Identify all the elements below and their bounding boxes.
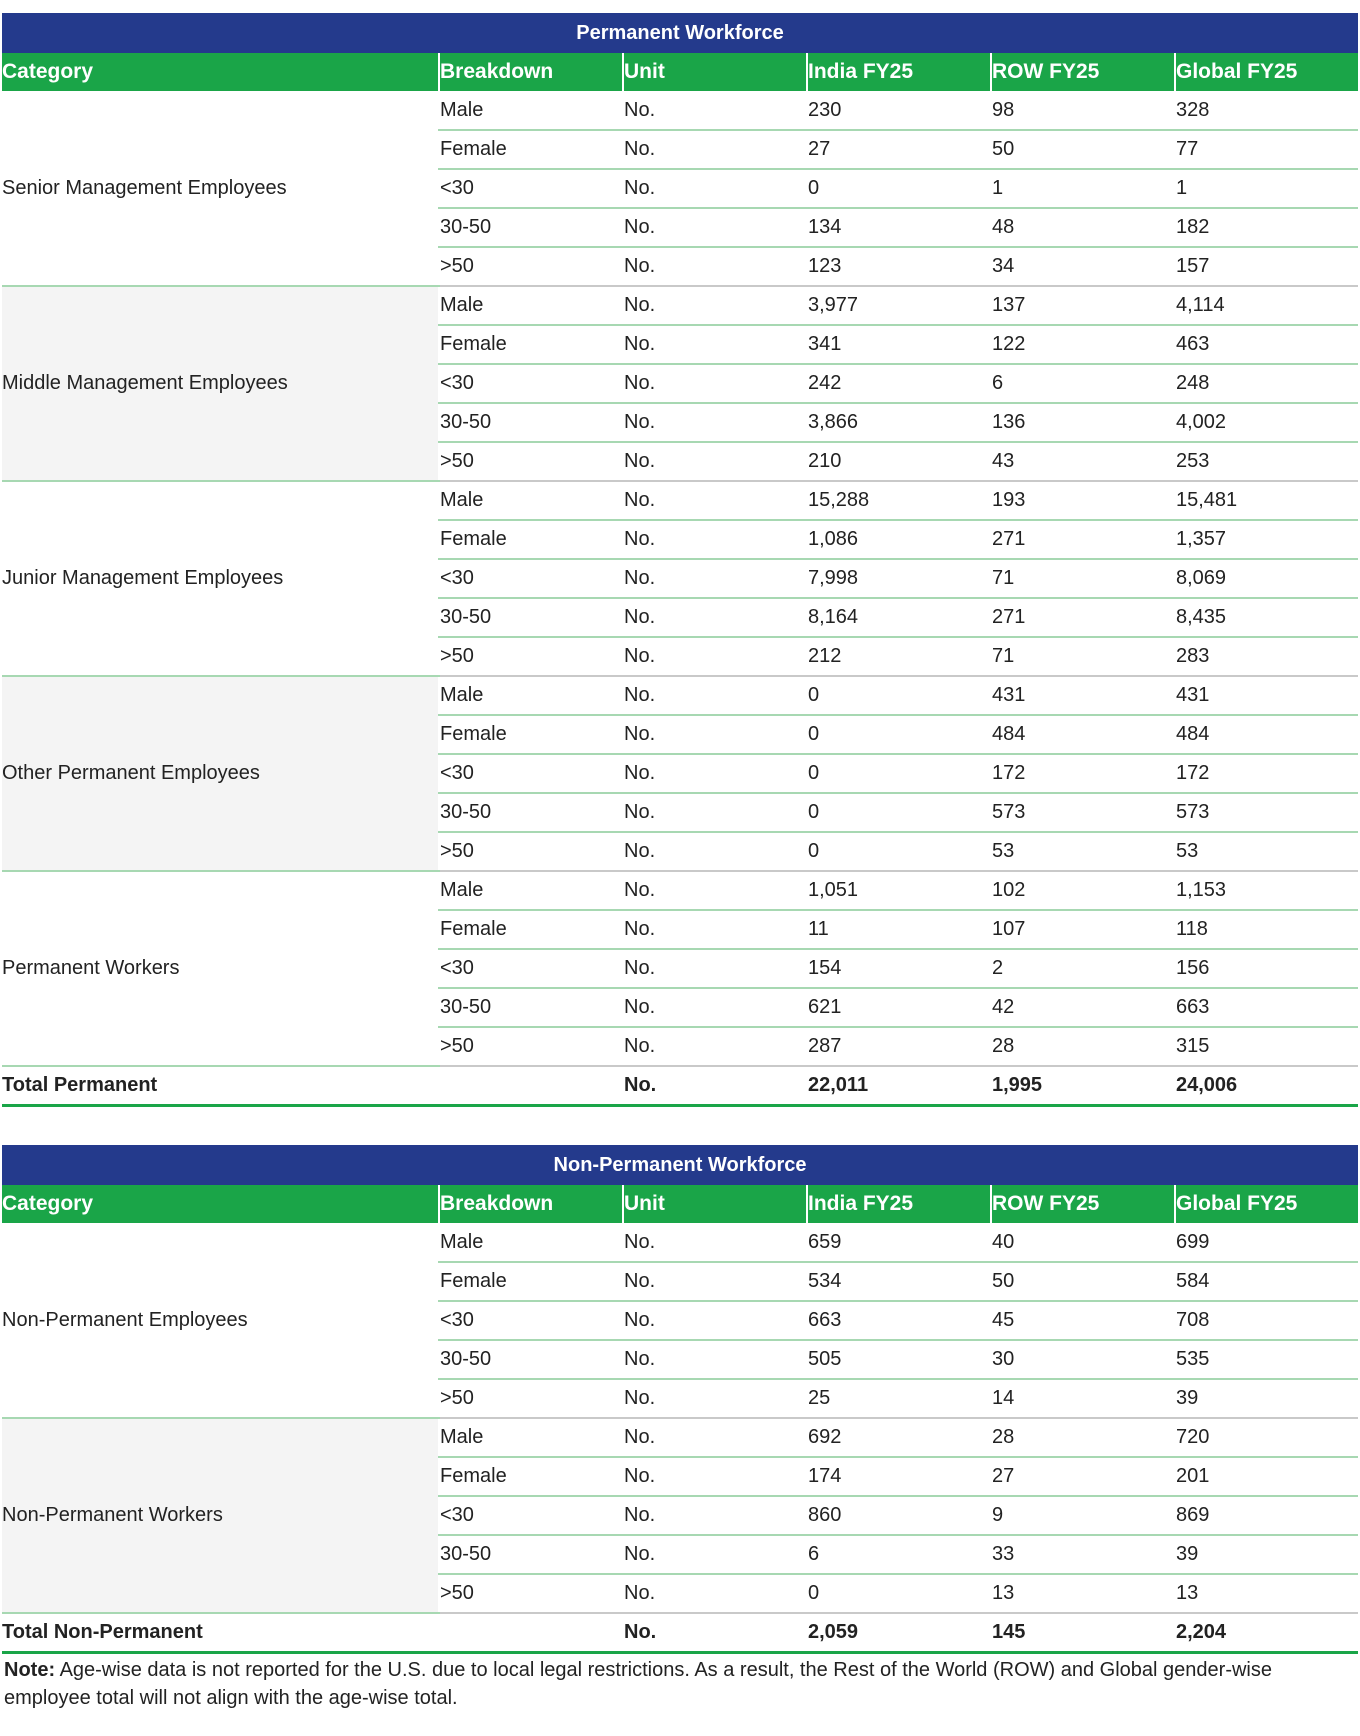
global-fy25-cell: 1 [1175, 169, 1358, 208]
row-fy25-cell: 573 [991, 793, 1175, 832]
unit-cell: No. [623, 247, 807, 286]
column-header: ROW FY25 [991, 53, 1175, 91]
row-fy25-cell: 98 [991, 91, 1175, 130]
total-cell [439, 1613, 623, 1652]
total-cell: 145 [991, 1613, 1175, 1652]
column-header: Breakdown [439, 1185, 623, 1223]
row-fy25-cell: 40 [991, 1223, 1175, 1262]
column-header: Global FY25 [1175, 53, 1358, 91]
unit-cell: No. [623, 364, 807, 403]
unit-cell: No. [623, 1457, 807, 1496]
column-header: Global FY25 [1175, 1185, 1358, 1223]
table-row [2, 481, 1358, 520]
category-cell: Junior Management Employees [2, 481, 439, 676]
row-fy25-cell: 2 [991, 949, 1175, 988]
india-fy25-cell: 692 [807, 1418, 991, 1457]
breakdown-cell: 30-50 [439, 1535, 623, 1574]
breakdown-cell: Male [439, 1418, 623, 1457]
row-fy25-cell: 14 [991, 1379, 1175, 1418]
india-fy25-cell: 0 [807, 1574, 991, 1613]
india-fy25-cell: 134 [807, 208, 991, 247]
global-fy25-cell: 283 [1175, 637, 1358, 676]
row-fy25-cell: 33 [991, 1535, 1175, 1574]
india-fy25-cell: 230 [807, 91, 991, 130]
india-fy25-cell: 505 [807, 1340, 991, 1379]
global-fy25-cell: 248 [1175, 364, 1358, 403]
column-header-row [2, 53, 1358, 91]
breakdown-cell: Female [439, 1457, 623, 1496]
global-fy25-cell: 77 [1175, 130, 1358, 169]
total-cell: No. [623, 1613, 807, 1652]
permanent-workforce-section [2, 13, 1358, 1107]
breakdown-cell: Female [439, 520, 623, 559]
row-fy25-cell: 137 [991, 286, 1175, 325]
unit-cell: No. [623, 1301, 807, 1340]
table-row [2, 91, 1358, 130]
breakdown-cell: Female [439, 715, 623, 754]
row-fy25-cell: 42 [991, 988, 1175, 1027]
india-fy25-cell: 0 [807, 169, 991, 208]
india-fy25-cell: 3,866 [807, 403, 991, 442]
unit-cell: No. [623, 637, 807, 676]
category-cell: Senior Management Employees [2, 91, 439, 286]
breakdown-cell: Female [439, 910, 623, 949]
india-fy25-cell: 6 [807, 1535, 991, 1574]
row-fy25-cell: 136 [991, 403, 1175, 442]
global-fy25-cell: 463 [1175, 325, 1358, 364]
unit-cell: No. [623, 832, 807, 871]
column-header: ROW FY25 [991, 1185, 1175, 1223]
global-fy25-cell: 53 [1175, 832, 1358, 871]
india-fy25-cell: 0 [807, 715, 991, 754]
unit-cell: No. [623, 598, 807, 637]
column-header: Category [2, 1185, 439, 1223]
note-label: Note: [4, 1659, 56, 1681]
global-fy25-cell: 663 [1175, 988, 1358, 1027]
india-fy25-cell: 15,288 [807, 481, 991, 520]
category-cell: Other Permanent Employees [2, 676, 439, 871]
table-title: Non-Permanent Workforce [2, 1145, 1358, 1185]
total-row [2, 1613, 1358, 1652]
global-fy25-cell: 156 [1175, 949, 1358, 988]
non-permanent-workforce-table [2, 1145, 1358, 1654]
breakdown-cell: Female [439, 325, 623, 364]
row-fy25-cell: 48 [991, 208, 1175, 247]
unit-cell: No. [623, 325, 807, 364]
breakdown-cell: Male [439, 1223, 623, 1262]
unit-cell: No. [623, 286, 807, 325]
breakdown-cell: <30 [439, 949, 623, 988]
permanent-workforce-table [2, 13, 1358, 1107]
table-row [2, 1418, 1358, 1457]
table-row [2, 286, 1358, 325]
india-fy25-cell: 210 [807, 442, 991, 481]
total-cell: Total Permanent [2, 1066, 439, 1105]
breakdown-cell: <30 [439, 754, 623, 793]
unit-cell: No. [623, 1379, 807, 1418]
global-fy25-cell: 431 [1175, 676, 1358, 715]
row-fy25-cell: 431 [991, 676, 1175, 715]
india-fy25-cell: 659 [807, 1223, 991, 1262]
global-fy25-cell: 39 [1175, 1379, 1358, 1418]
breakdown-cell: <30 [439, 1301, 623, 1340]
total-cell: No. [623, 1066, 807, 1105]
global-fy25-cell: 39 [1175, 1535, 1358, 1574]
breakdown-cell: >50 [439, 637, 623, 676]
unit-cell: No. [623, 1340, 807, 1379]
unit-cell: No. [623, 754, 807, 793]
india-fy25-cell: 123 [807, 247, 991, 286]
total-cell: Total Non-Permanent [2, 1613, 439, 1652]
breakdown-cell: >50 [439, 1027, 623, 1066]
row-fy25-cell: 172 [991, 754, 1175, 793]
total-row [2, 1066, 1358, 1105]
india-fy25-cell: 287 [807, 1027, 991, 1066]
table-row [2, 871, 1358, 910]
row-fy25-cell: 107 [991, 910, 1175, 949]
column-header: India FY25 [807, 1185, 991, 1223]
row-fy25-cell: 53 [991, 832, 1175, 871]
unit-cell: No. [623, 520, 807, 559]
unit-cell: No. [623, 1027, 807, 1066]
unit-cell: No. [623, 1223, 807, 1262]
global-fy25-cell: 201 [1175, 1457, 1358, 1496]
column-header: India FY25 [807, 53, 991, 91]
global-fy25-cell: 484 [1175, 715, 1358, 754]
breakdown-cell: Female [439, 1262, 623, 1301]
india-fy25-cell: 0 [807, 832, 991, 871]
category-cell: Permanent Workers [2, 871, 439, 1066]
breakdown-cell: Male [439, 676, 623, 715]
column-header-row [2, 1185, 1358, 1223]
breakdown-cell: <30 [439, 364, 623, 403]
breakdown-cell: Male [439, 871, 623, 910]
india-fy25-cell: 534 [807, 1262, 991, 1301]
india-fy25-cell: 341 [807, 325, 991, 364]
india-fy25-cell: 174 [807, 1457, 991, 1496]
total-cell: 24,006 [1175, 1066, 1358, 1105]
global-fy25-cell: 4,114 [1175, 286, 1358, 325]
total-cell: 22,011 [807, 1066, 991, 1105]
row-fy25-cell: 122 [991, 325, 1175, 364]
global-fy25-cell: 253 [1175, 442, 1358, 481]
row-fy25-cell: 27 [991, 1457, 1175, 1496]
global-fy25-cell: 699 [1175, 1223, 1358, 1262]
breakdown-cell: >50 [439, 1379, 623, 1418]
india-fy25-cell: 242 [807, 364, 991, 403]
breakdown-cell: 30-50 [439, 403, 623, 442]
row-fy25-cell: 484 [991, 715, 1175, 754]
global-fy25-cell: 708 [1175, 1301, 1358, 1340]
india-fy25-cell: 212 [807, 637, 991, 676]
global-fy25-cell: 118 [1175, 910, 1358, 949]
global-fy25-cell: 8,069 [1175, 559, 1358, 598]
unit-cell: No. [623, 715, 807, 754]
breakdown-cell: 30-50 [439, 988, 623, 1027]
breakdown-cell: Male [439, 481, 623, 520]
footnote [4, 1656, 1304, 1712]
unit-cell: No. [623, 91, 807, 130]
breakdown-cell: >50 [439, 442, 623, 481]
note-text: Age-wise data is not reported for the U.S. due to local legal restrictions. As a result, the Rest of the World (ROW) and Global gender-wise employee total will not align with the age-wise total. [4, 1659, 1272, 1709]
india-fy25-cell: 8,164 [807, 598, 991, 637]
category-cell: Non-Permanent Employees [2, 1223, 439, 1418]
india-fy25-cell: 1,086 [807, 520, 991, 559]
global-fy25-cell: 720 [1175, 1418, 1358, 1457]
total-cell: 2,204 [1175, 1613, 1358, 1652]
row-fy25-cell: 102 [991, 871, 1175, 910]
breakdown-cell: >50 [439, 832, 623, 871]
table-row [2, 676, 1358, 715]
row-fy25-cell: 71 [991, 559, 1175, 598]
table-title: Permanent Workforce [2, 13, 1358, 53]
global-fy25-cell: 573 [1175, 793, 1358, 832]
breakdown-cell: 30-50 [439, 793, 623, 832]
column-header: Unit [623, 1185, 807, 1223]
global-fy25-cell: 13 [1175, 1574, 1358, 1613]
unit-cell: No. [623, 1496, 807, 1535]
row-fy25-cell: 28 [991, 1418, 1175, 1457]
table-title-row [2, 1145, 1358, 1185]
breakdown-cell: 30-50 [439, 1340, 623, 1379]
table-row [2, 1223, 1358, 1262]
global-fy25-cell: 157 [1175, 247, 1358, 286]
row-fy25-cell: 6 [991, 364, 1175, 403]
column-header: Breakdown [439, 53, 623, 91]
global-fy25-cell: 182 [1175, 208, 1358, 247]
breakdown-cell: 30-50 [439, 598, 623, 637]
unit-cell: No. [623, 793, 807, 832]
unit-cell: No. [623, 988, 807, 1027]
total-cell [439, 1066, 623, 1105]
breakdown-cell: Male [439, 91, 623, 130]
unit-cell: No. [623, 1535, 807, 1574]
total-cell: 2,059 [807, 1613, 991, 1652]
row-fy25-cell: 9 [991, 1496, 1175, 1535]
unit-cell: No. [623, 403, 807, 442]
breakdown-cell: <30 [439, 1496, 623, 1535]
india-fy25-cell: 27 [807, 130, 991, 169]
row-fy25-cell: 71 [991, 637, 1175, 676]
unit-cell: No. [623, 1262, 807, 1301]
unit-cell: No. [623, 559, 807, 598]
global-fy25-cell: 8,435 [1175, 598, 1358, 637]
total-cell: 1,995 [991, 1066, 1175, 1105]
unit-cell: No. [623, 1574, 807, 1613]
unit-cell: No. [623, 442, 807, 481]
non-permanent-workforce-section [2, 1145, 1358, 1654]
india-fy25-cell: 7,998 [807, 559, 991, 598]
breakdown-cell: <30 [439, 169, 623, 208]
row-fy25-cell: 13 [991, 1574, 1175, 1613]
table-title-row [2, 13, 1358, 53]
global-fy25-cell: 1,357 [1175, 520, 1358, 559]
breakdown-cell: Female [439, 130, 623, 169]
row-fy25-cell: 43 [991, 442, 1175, 481]
global-fy25-cell: 315 [1175, 1027, 1358, 1066]
india-fy25-cell: 3,977 [807, 286, 991, 325]
category-cell: Middle Management Employees [2, 286, 439, 481]
unit-cell: No. [623, 910, 807, 949]
breakdown-cell: >50 [439, 247, 623, 286]
global-fy25-cell: 869 [1175, 1496, 1358, 1535]
global-fy25-cell: 172 [1175, 754, 1358, 793]
row-fy25-cell: 28 [991, 1027, 1175, 1066]
unit-cell: No. [623, 130, 807, 169]
india-fy25-cell: 11 [807, 910, 991, 949]
india-fy25-cell: 0 [807, 676, 991, 715]
row-fy25-cell: 50 [991, 130, 1175, 169]
global-fy25-cell: 1,153 [1175, 871, 1358, 910]
row-fy25-cell: 193 [991, 481, 1175, 520]
global-fy25-cell: 584 [1175, 1262, 1358, 1301]
breakdown-cell: 30-50 [439, 208, 623, 247]
row-fy25-cell: 45 [991, 1301, 1175, 1340]
india-fy25-cell: 25 [807, 1379, 991, 1418]
unit-cell: No. [623, 1418, 807, 1457]
unit-cell: No. [623, 949, 807, 988]
india-fy25-cell: 621 [807, 988, 991, 1027]
column-header: Category [2, 53, 439, 91]
india-fy25-cell: 0 [807, 793, 991, 832]
row-fy25-cell: 271 [991, 598, 1175, 637]
unit-cell: No. [623, 208, 807, 247]
global-fy25-cell: 535 [1175, 1340, 1358, 1379]
unit-cell: No. [623, 481, 807, 520]
global-fy25-cell: 15,481 [1175, 481, 1358, 520]
row-fy25-cell: 50 [991, 1262, 1175, 1301]
unit-cell: No. [623, 676, 807, 715]
global-fy25-cell: 4,002 [1175, 403, 1358, 442]
row-fy25-cell: 30 [991, 1340, 1175, 1379]
row-fy25-cell: 1 [991, 169, 1175, 208]
unit-cell: No. [623, 871, 807, 910]
category-cell: Non-Permanent Workers [2, 1418, 439, 1613]
india-fy25-cell: 154 [807, 949, 991, 988]
india-fy25-cell: 860 [807, 1496, 991, 1535]
breakdown-cell: >50 [439, 1574, 623, 1613]
india-fy25-cell: 0 [807, 754, 991, 793]
column-header: Unit [623, 53, 807, 91]
breakdown-cell: Male [439, 286, 623, 325]
india-fy25-cell: 663 [807, 1301, 991, 1340]
global-fy25-cell: 328 [1175, 91, 1358, 130]
breakdown-cell: <30 [439, 559, 623, 598]
unit-cell: No. [623, 169, 807, 208]
india-fy25-cell: 1,051 [807, 871, 991, 910]
row-fy25-cell: 34 [991, 247, 1175, 286]
row-fy25-cell: 271 [991, 520, 1175, 559]
